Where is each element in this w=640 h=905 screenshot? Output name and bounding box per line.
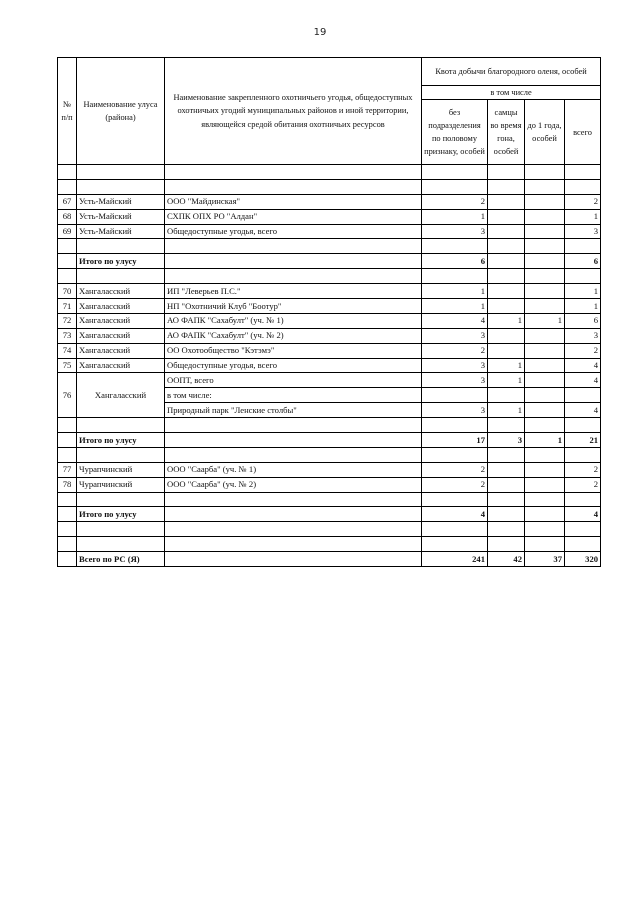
- empty-row: [58, 418, 601, 433]
- quota-young: [525, 328, 565, 343]
- quota-young: [525, 462, 565, 477]
- hunting-area: ООО "Саарба" (уч. № 1): [165, 462, 422, 477]
- quota-no-division: 4: [422, 313, 488, 328]
- quota-no-division: 3: [422, 358, 488, 373]
- quota-total: 6: [565, 254, 601, 269]
- quota-young: 1: [525, 313, 565, 328]
- row-number: 71: [58, 299, 77, 314]
- row-number: 68: [58, 209, 77, 224]
- hunting-area: ОО Охотообщество "Кэтэмэ": [165, 343, 422, 358]
- hunting-area: Природный парк "Ленские столбы": [165, 403, 422, 418]
- quota-no-division: 1: [422, 209, 488, 224]
- header-in-that-number: в том числе: [422, 86, 601, 100]
- empty-row: [58, 239, 601, 254]
- page-number: 19: [313, 27, 327, 38]
- row-number: 74: [58, 343, 77, 358]
- ulus-name: Хангаласский: [77, 343, 165, 358]
- quota-no-division: 3: [422, 224, 488, 239]
- quota-males: 1: [488, 373, 525, 388]
- quota-young: [525, 358, 565, 373]
- hunting-area: АО ФАПК "Сахабулт" (уч. № 2): [165, 328, 422, 343]
- quota-males: [488, 477, 525, 492]
- quota-no-division: 2: [422, 343, 488, 358]
- hunting-area: Общедоступные угодья, всего: [165, 358, 422, 373]
- table-row: [58, 358, 601, 373]
- table-row: [58, 343, 601, 358]
- quota-no-division: 1: [422, 284, 488, 299]
- empty-row: [58, 537, 601, 552]
- quota-no-division: 2: [422, 477, 488, 492]
- quota-total: 6: [565, 313, 601, 328]
- ulus-name: Хангаласский: [77, 313, 165, 328]
- hunting-area: в том числе:: [165, 388, 422, 403]
- hunting-area: АО ФАПК "Сахабулт" (уч. № 1): [165, 313, 422, 328]
- ulus-name: Хангаласский: [77, 358, 165, 373]
- quota-total: 4: [565, 373, 601, 388]
- quota-young: [525, 343, 565, 358]
- subtotal-row: [58, 433, 601, 448]
- quota-males: [488, 328, 525, 343]
- empty-row: [58, 522, 601, 537]
- hunting-area: ИП "Леверьев П.С.": [165, 284, 422, 299]
- quota-no-division: 6: [422, 254, 488, 269]
- quota-young: 37: [525, 552, 565, 567]
- table-row: [58, 299, 601, 314]
- hunting-area: ООО "Саарба" (уч. № 2): [165, 477, 422, 492]
- row-number: 73: [58, 328, 77, 343]
- header-no: № п/п: [58, 58, 77, 165]
- ulus-name: Хангаласский: [77, 299, 165, 314]
- ulus-name: Усть-Майский: [77, 209, 165, 224]
- hunting-area: ООПТ, всего: [165, 373, 422, 388]
- quota-males: [488, 224, 525, 239]
- ulus-name: Усть-Майский: [77, 194, 165, 209]
- quota-total: 4: [565, 507, 601, 522]
- table-row: [58, 477, 601, 492]
- quota-no-division: 2: [422, 194, 488, 209]
- grand-total-label: Всего по РС (Я): [77, 552, 165, 567]
- quota-young: 1: [525, 433, 565, 448]
- row-number: 67: [58, 194, 77, 209]
- table-row: [58, 284, 601, 299]
- table-row: [58, 224, 601, 239]
- subtotal-row: [58, 254, 601, 269]
- row-number: 77: [58, 462, 77, 477]
- quota-young: [525, 194, 565, 209]
- empty-row: [58, 269, 601, 284]
- hunting-area: СХПК ОПХ РО "Алдан": [165, 209, 422, 224]
- empty-row: [58, 179, 601, 194]
- table-row: [58, 328, 601, 343]
- quota-males: 1: [488, 358, 525, 373]
- deer-quota-table: [57, 57, 601, 567]
- quota-males: [488, 284, 525, 299]
- quota-total: 2: [565, 477, 601, 492]
- row-number: 69: [58, 224, 77, 239]
- subtotal-label: Итого по улусу: [77, 433, 165, 448]
- hunting-area: НП "Охотничий Клуб "Боотур": [165, 299, 422, 314]
- quota-total: 3: [565, 224, 601, 239]
- table-header: [58, 58, 601, 165]
- quota-total: 3: [565, 328, 601, 343]
- quota-no-division: 3: [422, 403, 488, 418]
- quota-males: [488, 343, 525, 358]
- quota-males: 1: [488, 313, 525, 328]
- quota-males: [488, 299, 525, 314]
- quota-males: [488, 209, 525, 224]
- quota-males: [488, 254, 525, 269]
- subtotal-row: [58, 507, 601, 522]
- quota-total: 2: [565, 194, 601, 209]
- header-total: всего: [565, 100, 601, 165]
- ulus-name: Хангаласский: [77, 373, 165, 418]
- quota-young: [525, 507, 565, 522]
- quota-young: [525, 373, 565, 388]
- header-area: Наименование закрепленного охотничьего угодья, общедоступных охотничьих угодий муниципальных районов и иной территории, являющейся средой обитания охотничьих ресурсов: [165, 58, 422, 165]
- quota-males: 1: [488, 403, 525, 418]
- hunting-area: ООО "Майдинская": [165, 194, 422, 209]
- ulus-name: Хангаласский: [77, 284, 165, 299]
- quota-total: 1: [565, 209, 601, 224]
- quota-no-division: 3: [422, 373, 488, 388]
- quota-total: 2: [565, 462, 601, 477]
- subtotal-label: Итого по улусу: [77, 507, 165, 522]
- quota-total: 21: [565, 433, 601, 448]
- quota-young: [525, 224, 565, 239]
- row-number: 75: [58, 358, 77, 373]
- header-young: до 1 года, особей: [525, 100, 565, 165]
- quota-males: [488, 194, 525, 209]
- quota-young: [525, 477, 565, 492]
- quota-total: 320: [565, 552, 601, 567]
- row-number: 78: [58, 477, 77, 492]
- table-row: [58, 209, 601, 224]
- quota-no-division: 4: [422, 507, 488, 522]
- quota-young: [525, 403, 565, 418]
- quota-no-division: 241: [422, 552, 488, 567]
- table-row: [58, 313, 601, 328]
- quota-total: 1: [565, 299, 601, 314]
- quota-no-division: 3: [422, 328, 488, 343]
- header-quota-group: Квота добычи благородного оленя, особей: [422, 58, 601, 86]
- header-no-division: без подразделения по половому признаку, особей: [422, 100, 488, 165]
- quota-young: [525, 284, 565, 299]
- grand-total-row: [58, 552, 601, 567]
- empty-row: [58, 165, 601, 180]
- table-row: [58, 462, 601, 477]
- quota-young: [525, 299, 565, 314]
- quota-total: 4: [565, 403, 601, 418]
- header-ulus: Наименование улуса (района): [77, 58, 165, 165]
- quota-no-division: 1: [422, 299, 488, 314]
- row-number: 72: [58, 313, 77, 328]
- empty-row: [58, 492, 601, 507]
- quota-young: [525, 209, 565, 224]
- table-row: [58, 373, 601, 388]
- ulus-name: Хангаласский: [77, 328, 165, 343]
- row-number: 70: [58, 284, 77, 299]
- quota-total: 4: [565, 358, 601, 373]
- table-row: [58, 194, 601, 209]
- header-males: самцы во время гона, особей: [488, 100, 525, 165]
- ulus-name: Усть-Майский: [77, 224, 165, 239]
- quota-no-division: 2: [422, 462, 488, 477]
- ulus-name: Чурапчинский: [77, 477, 165, 492]
- quota-total: 2: [565, 343, 601, 358]
- quota-males: 3: [488, 433, 525, 448]
- quota-young: [525, 254, 565, 269]
- hunting-area: Общедоступные угодья, всего: [165, 224, 422, 239]
- quota-males: 42: [488, 552, 525, 567]
- ulus-name: Чурапчинский: [77, 462, 165, 477]
- quota-no-division: 17: [422, 433, 488, 448]
- quota-males: [488, 462, 525, 477]
- subtotal-label: Итого по улусу: [77, 254, 165, 269]
- quota-males: [488, 507, 525, 522]
- row-number: 76: [58, 373, 77, 418]
- empty-row: [58, 447, 601, 462]
- quota-total: 1: [565, 284, 601, 299]
